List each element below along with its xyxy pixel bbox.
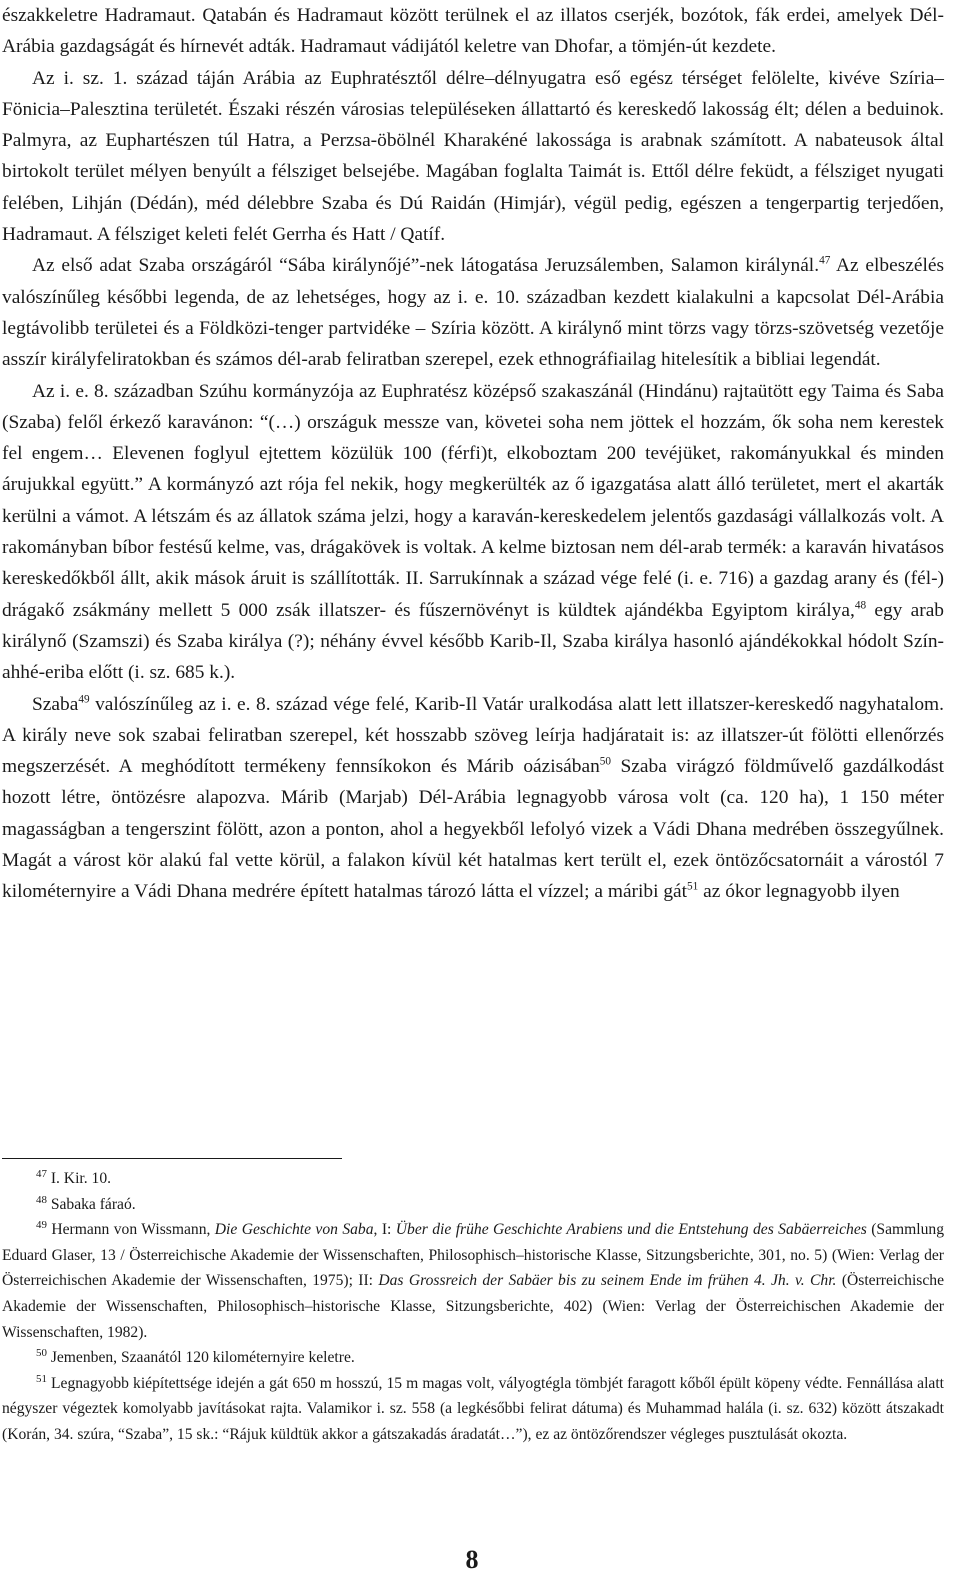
paragraph [2, 250, 944, 375]
text-run: északkeletre Hadramaut. Qatabán és Hadramaut között terülnek el az illatos cserjék, bozótok, fák erdei, amelyek Dél-Arábia gazdagságát és hírnevét adták. Hadramaut vádijától keletre van Dhofar, a tömjén-út kezdete. [2, 5, 944, 58]
text-run: , I: [373, 1221, 396, 1239]
footnote-number: 47 [36, 1167, 47, 1180]
text-run: Hermann von Wissmann, [51, 1221, 215, 1239]
paragraph [2, 376, 944, 689]
footnote-number: 51 [36, 1372, 47, 1385]
footnote-51 [2, 1371, 944, 1448]
main-text [2, 0, 944, 908]
text-run: (Österreichische Akademie der Wissenschaften, Philosophisch–historische Klasse, Sitzungsberichte, 402) (Wien: Verlag der Österreichischen Akademie der Wissenschaften, 1982). [2, 1272, 944, 1341]
footnote-number: 50 [36, 1346, 47, 1359]
footnote-separator [2, 1158, 342, 1159]
footnote-ref: 47 [819, 254, 831, 267]
paragraph [2, 689, 944, 908]
footnotes [2, 1166, 944, 1448]
text-run: Jemenben, Szaanától 120 kilométernyire keletre. [50, 1349, 355, 1367]
text-run: Az i. sz. 1. század táján Arábia az Euphratésztől délre–délnyugatra eső egész térséget felölelte, kivéve Szíria–Fönicia–Palesztina területét. Északi részén városias településeken állattartó és kereskedő lakosság élt; délen a beduinok. Palmyra, az Euphartészen túl Hatra, a Perzsa-öbölnél Kharakéné lakossága is arabnak számított. A nabateusok által birtokolt terület mélyen benyúlt a félsziget belsejébe. Magában foglalta Taimát is. Ettől délre feküdt, a félsziget nyugati felében, Lihján (Dédán), méd délebbre Szaba és Dú Raidán (Himjár), végül pedig, egészen a tengerpartig terjedően, Hadramaut. A félsziget keleti felét Gerrha és Hatt / Qatíf. [2, 67, 944, 246]
title-text: Das Grossreich der Sabäer bis zu seinem Ende im frühen 4. Jh. v. Chr. [378, 1272, 837, 1290]
title-text: Über die frühe Geschichte Arabiens und die Entstehung des Sabäerreiches [395, 1221, 867, 1239]
text-run: valószínűleg az i. e. 8. század vége felé, Karib-Il Vatár uralkodása alatt lett illatszer-kereskedő nagyhatalom. A király neve sok szabai feliratban szerepel, két hosszabb szöveg leírja hadjáratait is: az illatszer-út fölötti ellenőrzés megszerzését. A meghódított termékeny fennsíkokon és Márib oázisában [2, 693, 944, 778]
footnote-47 [2, 1166, 944, 1192]
text-run: (Sammlung Eduard Glaser, 13 / Österreichische Akademie der Wissenschaften, Philosophisch–historische Klasse, Sitzungsberichte, 301, no. 5) (Wien: Verlag der Österreichischen Akademie der Wissenschaften, 1975); II: [2, 1221, 944, 1290]
text-run: Az első adat Szaba országáról “Sába királynőjé”-nek látogatása Jeruzsálemben, Salamon királynál. [32, 255, 820, 277]
text-run: Legnagyobb kiépítettsége idején a gát 650 m hosszú, 15 m magas volt, vályogtégla tömbjét faragott kőből épült köpeny védte. Fennállása alatt négyszer végeztek komolyabb javításokat rajta. Valamikor i. sz. 558 (a legkésőbbi felirat dátuma) és Muhammad halála (i. sz. 632) között átszakadt (Korán, 34. szúra, “Szaba”, 15 sk.: “Rájuk küldtük akkor a gátszakadás áradatát…”), ez az öntözőrendszer végleges pusztulását okozta. [2, 1374, 944, 1443]
paragraph [2, 0, 944, 63]
text-run: Sabaka fáraó. [50, 1195, 136, 1213]
footnote-ref: 49 [78, 693, 90, 706]
paragraph [2, 63, 944, 251]
footnote-ref: 51 [687, 880, 699, 893]
footnote-50 [2, 1345, 944, 1371]
footnote-number: 48 [36, 1193, 47, 1206]
text-run: Az i. e. 8. században Szúhu kormányzója az Euphratész középső szakaszánál (Hindánu) rajtaütött egy Taima és Saba (Szaba) felől érkező karavánon: “(…) országuk messze van, követei soha nem jöttek el hozzám, ők soha nem kerestek fel engem… Elevenen foglyul ejtettem közülük 100 (férfi)t, elkoboztam 200 tevéjüket, rakományukkal és minden árujukkal együtt.” A kormányzó azt rója fel nekik, hogy megkerülték az ő igazgatása alatt álló területet, mert el akarták kerülni a vámot. A létszám és az állatok száma jelzi, hogy a karaván-kereskedelem jelentős gazdasági vállalkozás volt. A rakományban bíbor festésű kelme, vas, drágakövek is voltak. A kelme biztosan nem dél-arab termék: a karaván hivatásos kereskedőkből állt, akik mások áruit is szállították. II. Sarrukínnak a század vége felé (i. e. 716) a gazdag arany és (fél-) drágakő zsákmány mellett 5 000 zsák illatszer- és fűszernövényt is küldtek ajándékba Egyiptom királya, [2, 380, 944, 621]
text-run: Az elbeszélés valószínűleg későbbi legenda, de az lehetséges, hogy az i. e. 10. században kezdett kialakulni a kapcsolat Dél-Arábia legtávolibb területei és a Földközi-tenger partvidéke – Szíria között. A királynő mint törzs vagy törzs-szövetség vezetője asszír királyfeliratokban és számos dél-arab feliratban szerepel, ezek ethnográfiailag hitelesítik a bibliai legendát. [2, 255, 944, 371]
page-number: 8 [465, 1545, 479, 1574]
text-run: Szaba virágzó földművelő gazdálkodást hozott létre, öntözésre alapozva. Márib (Marjab) Dél-Arábia legnagyobb városa volt (ca. 120 ha), 1 150 méter magasságban a tengerszint fölött, azon a ponton, ahol a hegyekből lefolyó vizek a Vádi Dhana medrében összegyűlnek. Magát a várost kör alakú fal vette körül, a falakon kívül két hatalmas kert terült el, ezek öntözőcsatornáit a várostól 7 kilométernyire a Vádi Dhana medrére épített hatalmas tározó látta el vízzel; a máribi gát [2, 756, 944, 903]
footnote-number: 49 [36, 1219, 47, 1231]
text-run: I. Kir. 10. [50, 1170, 112, 1187]
text-run: egy arab királynő (Szamszi) és Szaba királya (?); néhány évvel később Karib-Il, Szaba királya hasonló ajándékokkal hódolt Szín-ahhé-eriba előtt (i. sz. 685 k.). [2, 599, 944, 684]
footnote-48 [2, 1192, 944, 1218]
footnote-ref: 50 [599, 755, 612, 768]
text-run: az ókor legnagyobb ilyen [698, 881, 900, 903]
title-text: Die Geschichte von Saba [214, 1221, 374, 1239]
footnote-ref: 48 [854, 599, 867, 612]
footnote-49 [2, 1217, 944, 1345]
text-run: Szaba [32, 693, 79, 715]
